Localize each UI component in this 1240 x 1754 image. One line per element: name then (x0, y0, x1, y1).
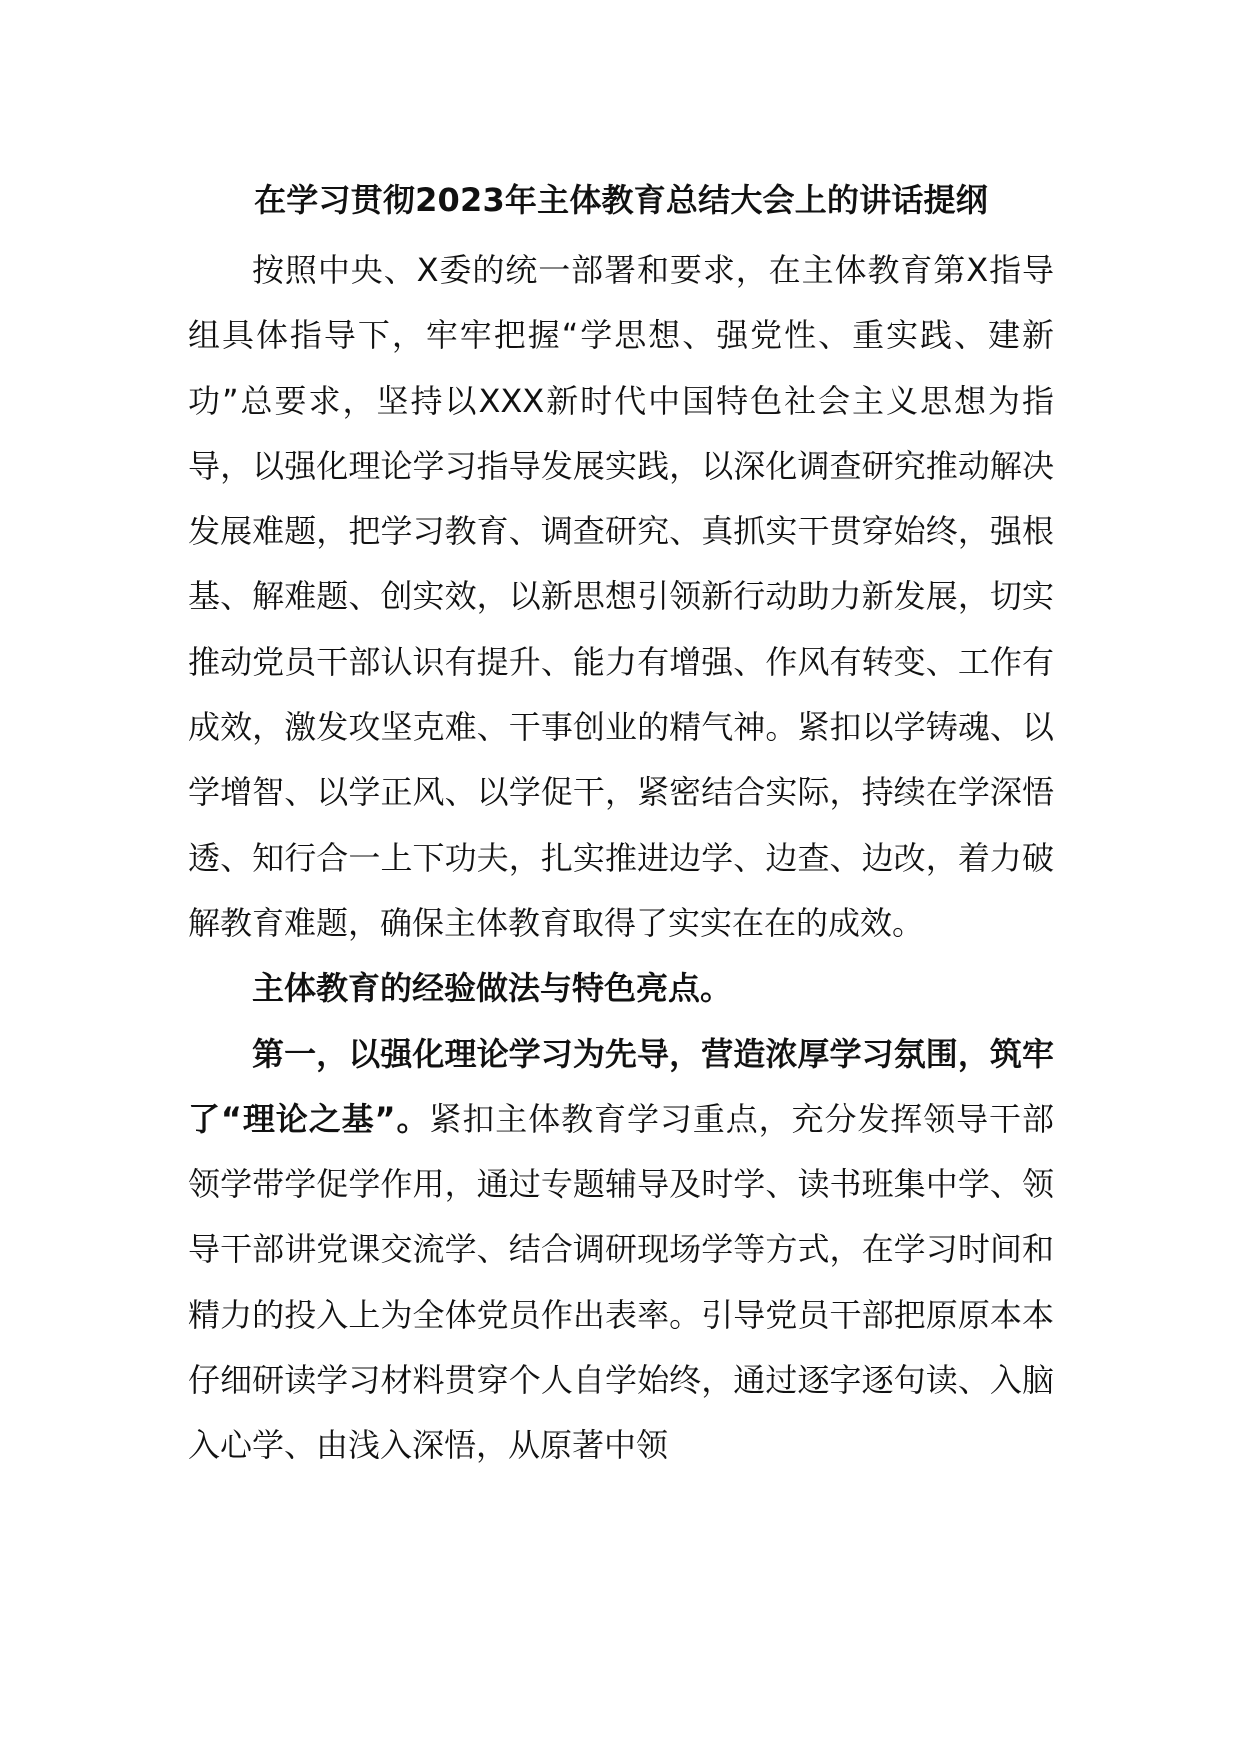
point-one-paragraph (188, 1022, 1054, 1479)
section-heading: 主体教育的经验做法与特色亮点。 (252, 969, 733, 1008)
point-one-body: 紧扣主体教育学习重点，充分发挥领导干部领学带学促学作用，通过专题辅导及时学、读书班集中学、领导干部讲党课交流学、结合调研现场学等方式，在学习时间和精力的投入上为全体党员作出表率。引导党员干部把原原本本仔细研读学习材料贯穿个人自学始终，通过逐字逐句读、入脑入心学、由浅入深悟，从原著中领 (188, 1099, 1054, 1465)
intro-paragraph: 按照中央、X委的统一部署和要求，在主体教育第X指导组具体指导下，牢牢把握“学思想、强党性、重实践、建新功”总要求，坚持以XXX新时代中国特色社会主义思想为指导，以强化理论学习指导发展实践，以深化调查研究推动解决发展难题，把学习教育、调查研究、真抓实干贯穿始终，强根基、解难题、创实效，以新思想引领新行动助力新发展，切实推动党员干部认识有提升、能力有增强、作风有转变、工作有成效，激发攻坚克难、干事创业的精气神。紧扣以学铸魂、以学增智、以学正风、以学促干，紧密结合实际，持续在学深悟透、知行合一上下功夫，扎实推进边学、边查、边改，着力破解教育难题，确保主体教育取得了实实在在的成效。 (188, 251, 1054, 942)
document-body (188, 170, 1054, 1479)
document-title: 在学习贯彻2023年主体教育总结大会上的讲话提纲 (254, 181, 988, 219)
point-one-lead: 第一，以强化理论学习为先导，营造浓厚学习氛围，筑牢了“理论之基”。 (188, 1034, 1054, 1138)
